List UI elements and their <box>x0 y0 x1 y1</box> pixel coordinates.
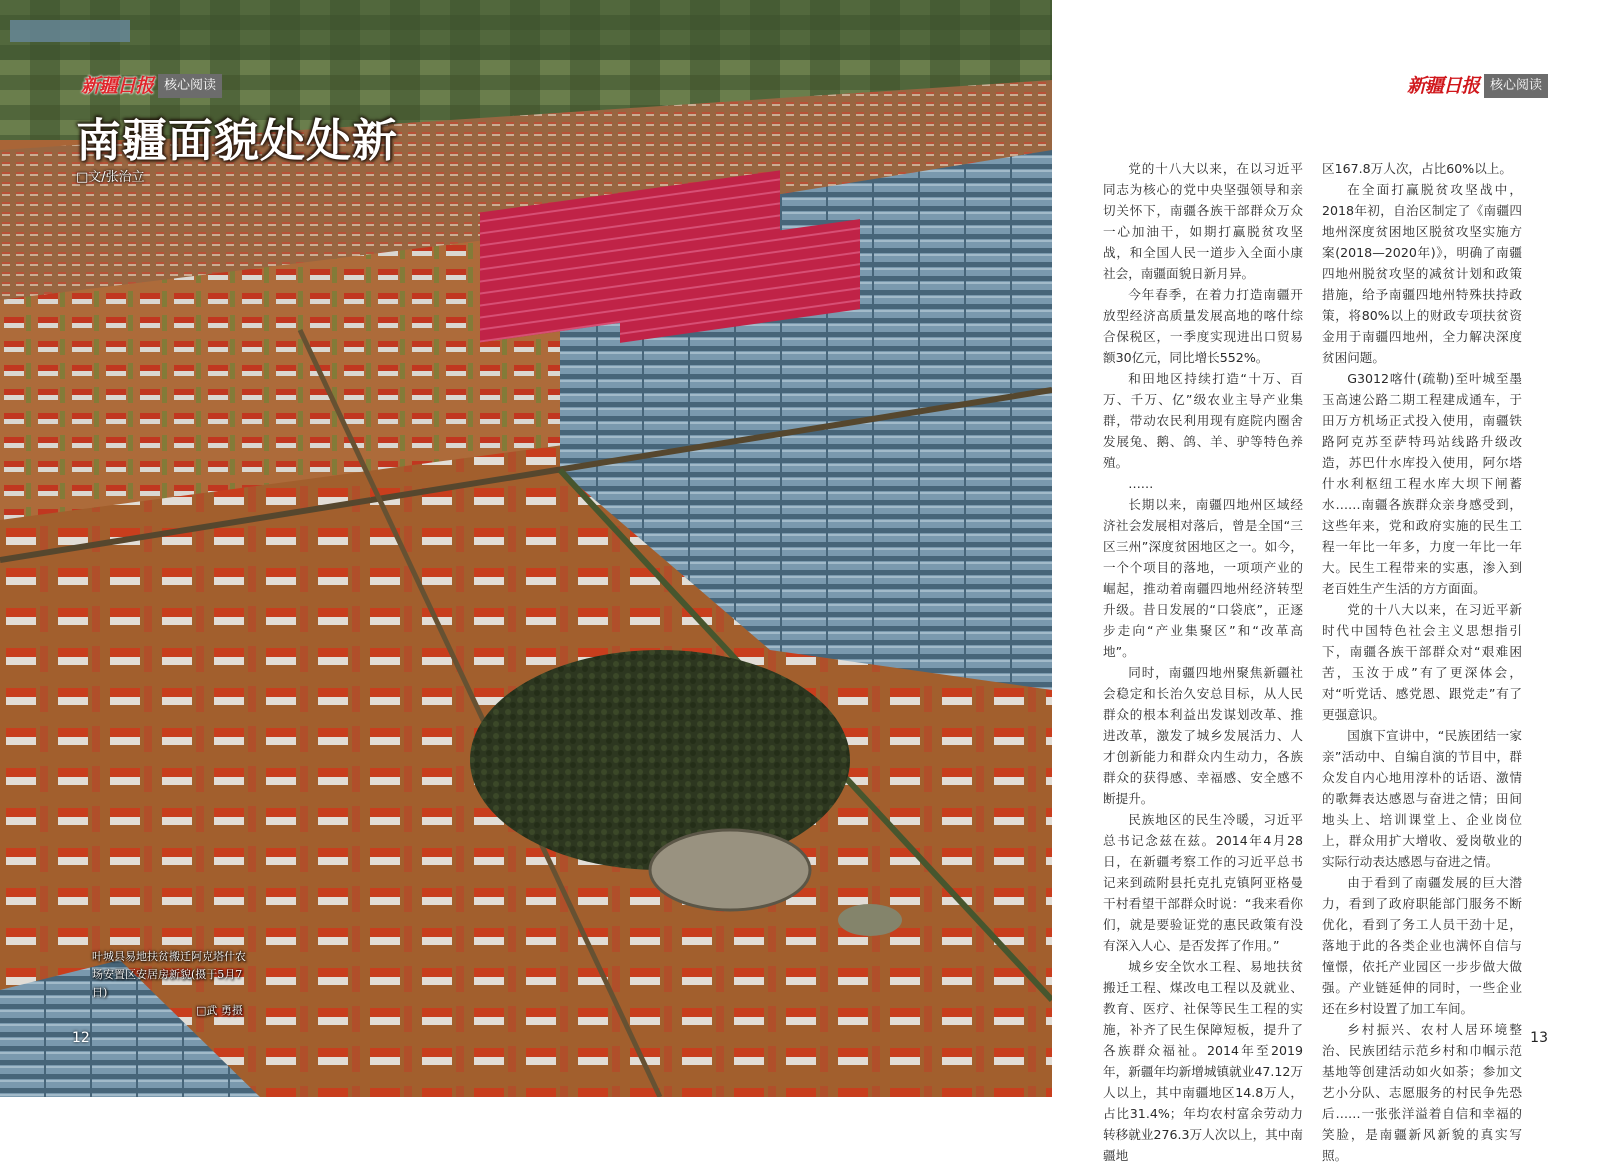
paragraph: 长期以来，南疆四地州区域经济社会发展相对落后，曾是全国“三区三州”深度贫困地区之一。如今，一个个项目的落地，一项项产业的崛起，推动着南疆四地州经济转型升级。昔日发展的“口袋底”，正逐步走向“产业集聚区”和“改革高地”。 <box>1103 497 1303 659</box>
brand-bar-right <box>1402 74 1548 98</box>
paragraph: 党的十八大以来，在习近平新时代中国特色社会主义思想指引下，南疆各族干部群众对“艰难困苦，玉汝于成”有了更深体会，对“听党话、感党恩、跟党走”有了更强意识。 <box>1322 602 1522 722</box>
photo-credit: □武 勇摄 <box>196 1004 243 1017</box>
paragraph: 城乡安全饮水工程、易地扶贫搬迁工程、煤改电工程以及就业、教育、医疗、社保等民生工程的实施，补齐了民生保障短板，提升了各族群众福祉。2014年至2019年，新疆年均新增城镇就业47.12万人以上，其中南疆地区14.8万人，占比31.4%；年均农村富余劳动力转移就业276.3万人次以上，其中南疆地 <box>1103 959 1303 1163</box>
paragraph: 民族地区的民生冷暖，习近平总书记念兹在兹。2014年4月28日，在新疆考察工作的习近平总书记来到疏附县托克扎克镇阿亚格曼干村看望干部群众时说：“我来看你们，就是要验证党的惠民政策有没有深入人心、是否发挥了作用。” <box>1103 812 1303 953</box>
page-number-left: 12 <box>72 1030 90 1046</box>
paragraph: 由于看到了南疆发展的巨大潜力，看到了政府职能部门服务不断优化，看到了务工人员干劲十足，落地于此的各类企业也满怀自信与憧憬，依托产业园区一步步做大做强。产业链延伸的同时，一些企业还在乡村设置了加工车间。 <box>1322 875 1522 1016</box>
paragraph: 同时，南疆四地州聚焦新疆社会稳定和长治久安总目标，从人民群众的根本利益出发谋划改革、推进改革，激发了城乡发展活力、人才创新能力和群众内生动力，各族群众的获得感、幸福感、安全感不断提升。 <box>1103 665 1303 806</box>
article-title: 南疆面貌处处新 <box>76 114 399 167</box>
paragraph: 今年春季，在着力打造南疆开放型经济高质量发展高地的喀什综合保税区，一季度实现进出口贸易额30亿元，同比增长552%。 <box>1103 287 1303 365</box>
paragraph: 和田地区持续打造“十万、百万、千万、亿”级农业主导产业集群，带动农民利用现有庭院内圈舍发展兔、鹅、鸽、羊、驴等特色养殖。 <box>1103 371 1303 470</box>
section-tag: 核心阅读 <box>158 74 222 98</box>
section-tag: 核心阅读 <box>1484 74 1548 98</box>
paragraph: 乡村振兴、农村人居环境整治、民族团结示范乡村和巾帼示范基地等创建活动如火如荼；参加文艺小分队、志愿服务的村民争先恐后……一张张洋溢着自信和幸福的笑脸，是南疆新风新貌的真实写照。 <box>1322 1022 1522 1163</box>
brand-bar-left <box>76 74 222 98</box>
page-number-right: 13 <box>1530 1030 1548 1046</box>
photo-caption <box>92 948 252 1020</box>
caption-line-2: 场安置区安居房新貌(摄于5月7日) <box>92 968 243 999</box>
text-column-2 <box>1322 158 1522 1166</box>
text-column-1 <box>1103 158 1303 1166</box>
paragraph: G3012喀什(疏勒)至叶城至墨玉高速公路二期工程建成通车，于田万方机场正式投入使用，南疆铁路阿克苏至萨特玛站线路升级改造，苏巴什水库投入使用，阿尔塔什水利枢纽工程水库大坝下闸蓄水……南疆各族群众亲身感受到，这些年来，党和政府实施的民生工程一年比一年多，力度一年比一年大。民生工程带来的实惠，渗入到老百姓生产生活的方方面面。 <box>1322 371 1522 596</box>
paragraph: 国旗下宣讲中，“民族团结一家亲”活动中、自编自演的节目中，群众发自内心地用淳朴的话语、激情的歌舞表达感恩与奋进之情；田间地头上、培训课堂上、企业岗位上，群众用扩大增收、爱岗敬业的实际行动表达感恩与奋进之情。 <box>1322 728 1522 869</box>
article-author: □文/张治立 <box>76 170 145 185</box>
newspaper-logo: 新疆日报 <box>1402 74 1484 98</box>
paragraph: 党的十八大以来，在以习近平同志为核心的党中央坚强领导和亲切关怀下，南疆各族干部群众万众一心加油干，如期打赢脱贫攻坚战，和全国人民一道步入全面小康社会，南疆面貌日新月异。 <box>1103 161 1303 281</box>
paragraph-continued: 区167.8万人次，占比60%以上。 <box>1322 161 1512 176</box>
newspaper-logo: 新疆日报 <box>81 75 154 97</box>
right-page <box>1052 0 1600 1163</box>
paragraph: 在全面打赢脱贫攻坚战中，2018年初，自治区制定了《南疆四地州深度贫困地区脱贫攻坚实施方案(2018—2020年)》，明确了南疆四地州脱贫攻坚的减贫计划和政策措施，给予南疆四地州特殊扶持政策，将80%以上的财政专项扶贫资金用于南疆四地州，全力解决深度贫困问题。 <box>1322 182 1522 365</box>
paragraph-ellipsis: …… <box>1128 476 1154 491</box>
caption-line-1: 叶城县易地扶贫搬迁阿克塔什农 <box>92 950 246 963</box>
